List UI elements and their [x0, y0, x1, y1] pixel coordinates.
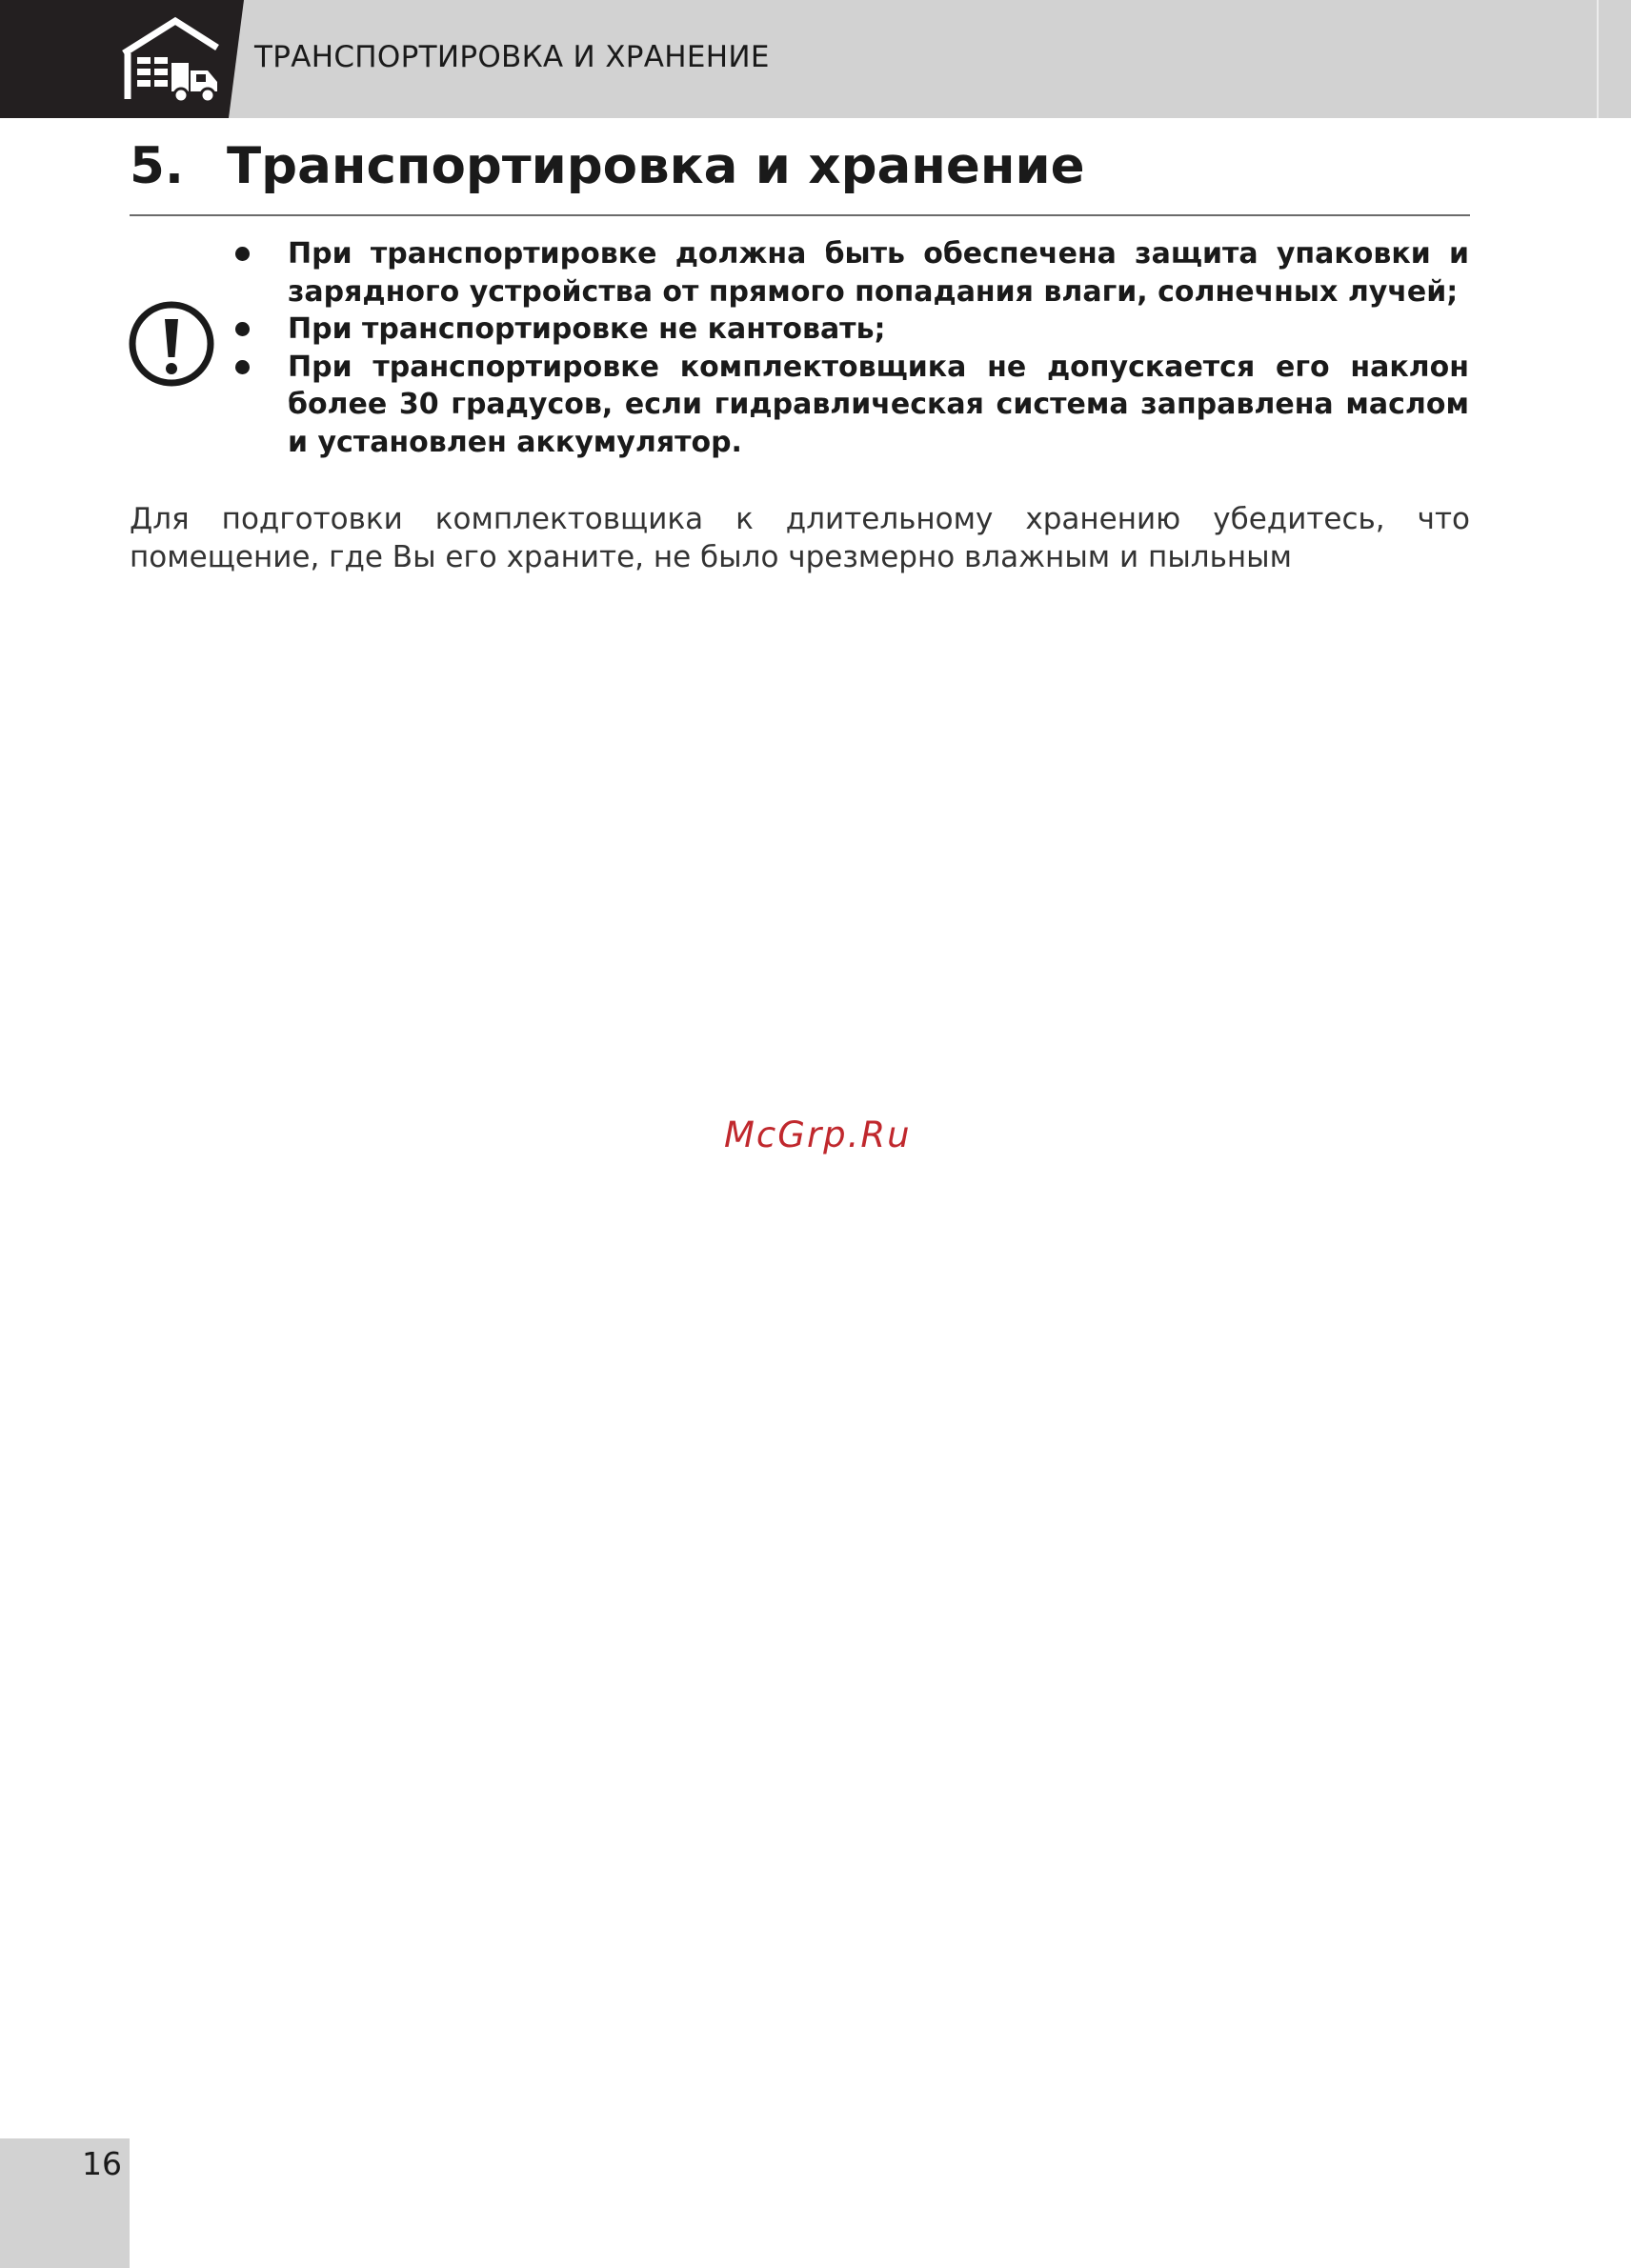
- section-title: Транспортировка и хранение: [227, 137, 1085, 195]
- warning-item-text: При транспортировке должна быть обеспечена защита упаковки и зарядного устройства от прямого попадания влаги, солнечных лучей;: [288, 237, 1469, 309]
- warehouse-truck-icon: [118, 15, 225, 107]
- page-number: 16: [82, 2145, 122, 2182]
- section-number: 5.: [130, 137, 185, 195]
- bullet-icon: [235, 322, 250, 336]
- heading-rule: [130, 214, 1470, 216]
- bullet-icon: [235, 360, 250, 374]
- warning-item-text: При транспортировке комплектовщика не допускается его наклон более 30 градусов, если гидравлическая система заправлена маслом и установлен аккумулятор.: [288, 350, 1469, 459]
- bullet-icon: [235, 247, 250, 261]
- warning-item: [231, 311, 1469, 349]
- exclamation-circle-icon: [128, 300, 215, 388]
- header-band: [0, 0, 1631, 118]
- warning-list: [231, 235, 1469, 461]
- section-heading: [130, 137, 1085, 195]
- warning-item-text: При транспортировке не кантовать;: [288, 312, 886, 346]
- watermark-text: McGrp.Ru: [724, 1114, 912, 1155]
- warning-item: [231, 349, 1469, 462]
- header-title: ТРАНСПОРТИРОВКА И ХРАНЕНИЕ: [254, 40, 770, 74]
- header-divider: [1597, 0, 1599, 118]
- storage-paragraph: Для подготовки комплектовщика к длительному хранению убедитесь, что помещение, где Вы его храните, не было чрезмерно влажным и пыльным: [130, 502, 1470, 574]
- warning-item: [231, 235, 1469, 311]
